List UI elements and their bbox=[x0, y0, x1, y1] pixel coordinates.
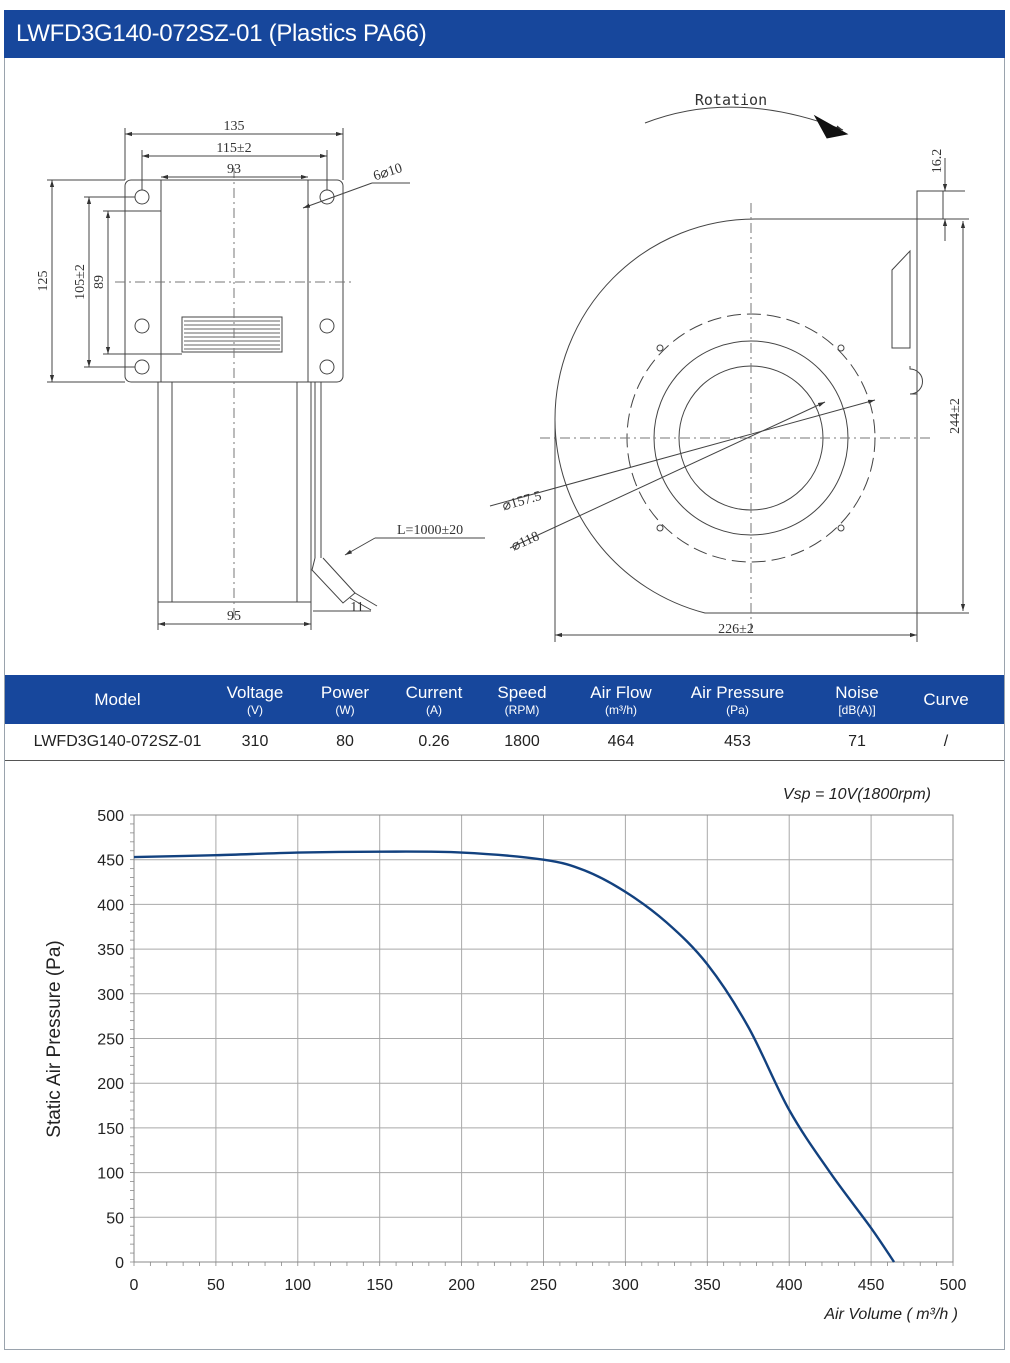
x-tick-label: 450 bbox=[857, 1277, 885, 1294]
x-tick-label: 500 bbox=[939, 1277, 967, 1294]
col-current: Current (A) bbox=[405, 682, 463, 717]
dim-outer-dia: ⌀157.5 bbox=[500, 488, 544, 515]
series-line-vsp10 bbox=[134, 852, 894, 1262]
col-noise: Noise [dB(A)] bbox=[835, 682, 879, 717]
impeller-window bbox=[182, 317, 282, 352]
col-voltage: Voltage (V) bbox=[226, 682, 284, 717]
x-tick-label: 350 bbox=[693, 1277, 721, 1294]
x-tick-label: 250 bbox=[530, 1277, 557, 1294]
dim-width-inner: 93 bbox=[227, 162, 241, 177]
dim-holes: 6⌀10 bbox=[371, 160, 405, 185]
dim-width-outer: 135 bbox=[223, 119, 245, 134]
x-ticks bbox=[130, 1277, 967, 1294]
spec-table-row bbox=[5, 724, 1004, 761]
y-tick-label: 250 bbox=[97, 1031, 124, 1049]
cell-air-pressure: 453 bbox=[724, 733, 751, 750]
cell-noise: 71 bbox=[848, 733, 866, 750]
dim-height-inner: 89 bbox=[92, 275, 107, 289]
cable-gland bbox=[312, 558, 355, 603]
x-tick-label: 150 bbox=[366, 1277, 394, 1294]
col-curve: Curve bbox=[923, 690, 969, 709]
x-tick-label: 200 bbox=[448, 1277, 475, 1294]
rotation-arrow-head bbox=[815, 116, 847, 138]
y-tick-label: 400 bbox=[97, 897, 124, 915]
y-tick-label: 200 bbox=[97, 1076, 124, 1094]
rotation-label: Rotation bbox=[694, 91, 768, 109]
impeller-blades bbox=[184, 321, 280, 349]
y-tick-label: 100 bbox=[97, 1165, 124, 1183]
dim-cable-length: L=1000±20 bbox=[397, 523, 464, 538]
side-view bbox=[555, 191, 943, 613]
dim-body-width: 95 bbox=[227, 609, 241, 624]
cell-model: LWFD3G140-072SZ-01 bbox=[33, 733, 202, 750]
y-tick-label: 300 bbox=[97, 986, 124, 1004]
y-tick-label: 350 bbox=[97, 942, 124, 960]
dim-width-holes: 115±2 bbox=[216, 141, 252, 156]
cell-voltage: 310 bbox=[241, 733, 269, 750]
y-ticks bbox=[97, 808, 124, 1272]
x-tick-label: 300 bbox=[612, 1277, 639, 1294]
col-speed: Speed (RPM) bbox=[497, 682, 547, 717]
dim-cable-offset: 11 bbox=[350, 600, 364, 615]
y-axis-label: Static Air Pressure (Pa) bbox=[44, 940, 65, 1138]
cell-curve: / bbox=[943, 733, 949, 750]
technical-drawing bbox=[5, 58, 1004, 673]
y-tick-label: 450 bbox=[97, 852, 124, 870]
cell-power: 80 bbox=[336, 733, 354, 750]
page-title: LWFD3G140-072SZ-01 (Plastics PA66) bbox=[4, 10, 1005, 58]
chart-title: Vsp = 10V(1800rpm) bbox=[782, 786, 931, 803]
y-tick-label: 0 bbox=[115, 1255, 124, 1272]
dim-side-width: 226±2 bbox=[718, 622, 754, 637]
col-air-flow: Air Flow (m³/h) bbox=[590, 682, 652, 717]
dim-inner-dia: ⌀118 bbox=[509, 529, 542, 555]
x-tick-label: 100 bbox=[284, 1277, 312, 1294]
col-air-pressure: Air Pressure (Pa) bbox=[690, 682, 785, 717]
y-tick-label: 150 bbox=[97, 1120, 124, 1138]
cell-current: 0.26 bbox=[418, 733, 450, 750]
y-tick-label: 500 bbox=[97, 808, 124, 825]
x-tick-label: 50 bbox=[207, 1277, 225, 1294]
x-tick-label: 400 bbox=[775, 1277, 803, 1294]
dim-side-height: 244±2 bbox=[948, 398, 963, 434]
performance-chart bbox=[5, 762, 1004, 1348]
dim-height-outer: 125 bbox=[36, 270, 51, 292]
chart-grid bbox=[130, 815, 953, 1266]
x-axis-label: Air Volume ( m³/h ) bbox=[824, 1306, 958, 1323]
spec-table-header bbox=[5, 675, 1004, 724]
cell-air-flow: 464 bbox=[607, 733, 635, 750]
col-model: Model bbox=[94, 690, 141, 709]
dim-flange: 16.2 bbox=[930, 148, 945, 174]
dim-height-holes: 105±2 bbox=[73, 264, 88, 300]
col-power: Power (W) bbox=[320, 682, 370, 717]
cell-speed: 1800 bbox=[504, 733, 540, 750]
x-tick-label: 0 bbox=[129, 1277, 139, 1294]
chart-svg bbox=[5, 762, 1004, 1348]
y-tick-label: 50 bbox=[106, 1210, 124, 1228]
